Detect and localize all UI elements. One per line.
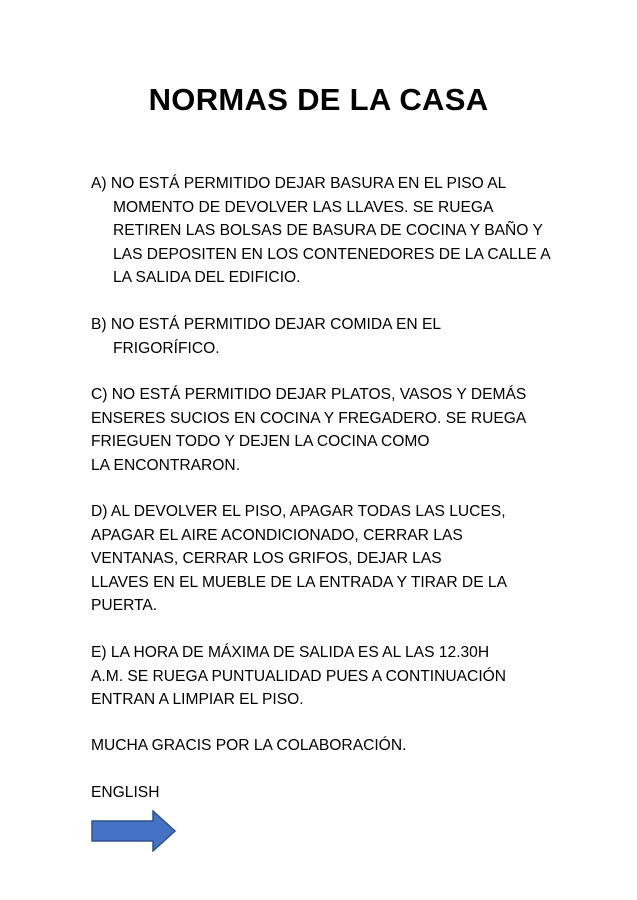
rule-a-line-1: A) NO ESTÁ PERMITIDO DEJAR BASURA EN EL PISO AL (91, 175, 507, 192)
rule-b (91, 313, 441, 360)
rule-a (91, 172, 551, 290)
rule-c (91, 383, 526, 477)
rule-b-line-2: FRIGORÍFICO. (113, 339, 220, 357)
rule-c-line-2: ENSERES SUCIOS EN COCINA Y FREGADERO. SE RUEGA (91, 409, 527, 427)
rule-c-line-3: FRIEGUEN TODO Y DEJEN LA COCINA COMO (91, 433, 430, 450)
english-link[interactable]: ENGLISH (91, 784, 160, 801)
rule-d-line-5: PUERTA. (91, 597, 158, 614)
rule-a-line-5: LA SALIDA DEL EDIFICIO. (113, 269, 301, 286)
rule-d (91, 500, 507, 618)
rule-c-line-4: LA ENCONTRARON. (91, 456, 241, 474)
rule-d-line-1: D) AL DEVOLVER EL PISO, APAGAR TODAS LAS LUCES, (91, 503, 506, 520)
thanks-note: MUCHA GRACIS POR LA COLABORACIÓN. (91, 737, 407, 754)
rule-a-line-4: LAS DEPOSITEN EN LOS CONTENEDORES DE LA CALLE A (113, 245, 551, 263)
page-title: NORMAS DE LA CASA (148, 82, 489, 117)
rule-e-line-2: A.M. SE RUEGA PUNTUALIDAD PUES A CONTINUACIÓN (91, 667, 507, 685)
rule-d-line-3: VENTANAS, CERRAR LOS GRIFOS, DEJAR LAS (91, 550, 442, 567)
rule-c-line-1: C) NO ESTÁ PERMITIDO DEJAR PLATOS, VASOS Y DEMÁS (91, 386, 527, 403)
right-arrow-shape (92, 811, 175, 851)
rule-b-line-1: B) NO ESTÁ PERMITIDO DEJAR COMIDA EN EL (91, 316, 442, 333)
rule-e (91, 641, 506, 712)
rule-d-line-2: APAGAR EL AIRE ACONDICIONADO, CERRAR LAS (91, 526, 463, 544)
rule-e-line-1: E) LA HORA DE MÁXIMA DE SALIDA ES AL LAS 12.30H (91, 644, 490, 661)
right-arrow-icon[interactable] (91, 810, 177, 852)
rule-e-line-3: ENTRAN A LIMPIAR EL PISO. (91, 691, 304, 708)
rule-a-line-3: RETIREN LAS BOLSAS DE BASURA DE COCINA Y BAÑO Y (113, 222, 543, 239)
rule-d-line-4: LLAVES EN EL MUEBLE DE LA ENTRADA Y TIRAR DE LA (91, 573, 507, 591)
rule-a-line-2: MOMENTO DE DEVOLVER LAS LLAVES. SE RUEGA (113, 198, 494, 216)
